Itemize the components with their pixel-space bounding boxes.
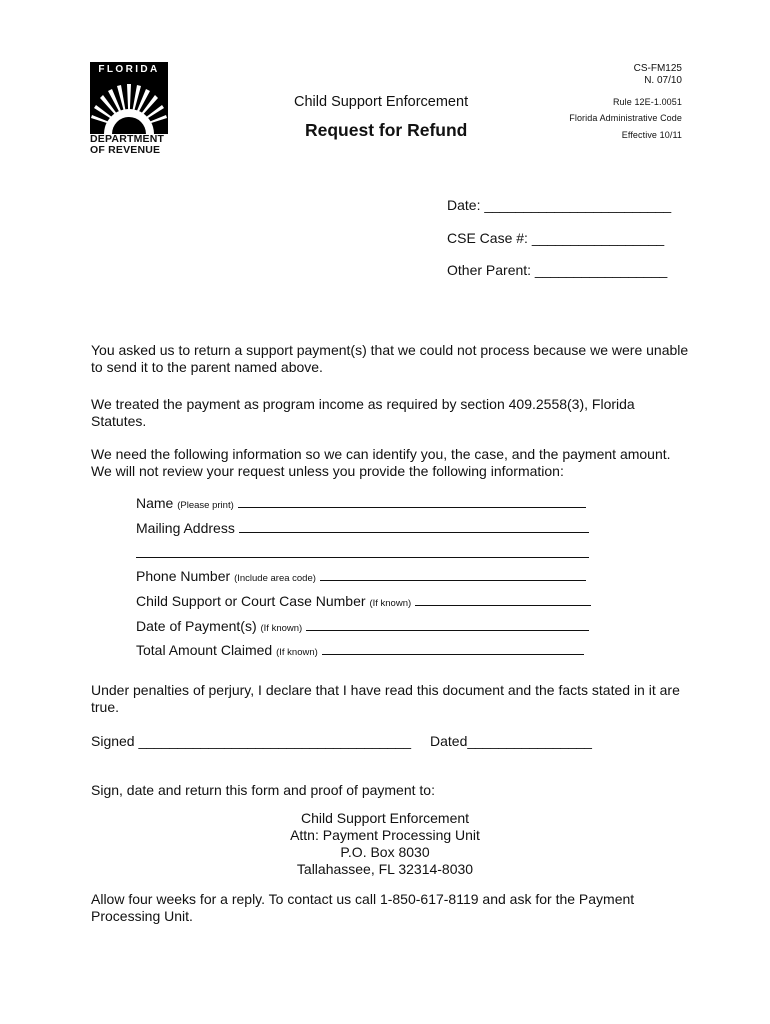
payment-date-field[interactable] <box>136 618 589 634</box>
phone-field[interactable] <box>136 568 586 584</box>
mailing-address-line[interactable] <box>239 520 589 533</box>
closing-paragraph: Allow four weeks for a reply. To contact us call 1-850-617-8119 and ask for the Payment Processing Unit. <box>91 891 635 924</box>
payment-date-line[interactable] <box>306 618 589 631</box>
mailing-address-label: Mailing Address <box>136 520 235 536</box>
payment-date-label: Date of Payment(s) <box>136 618 257 634</box>
signed-field[interactable]: Signed ___________________________________ <box>91 733 411 749</box>
amount-claimed-line[interactable] <box>322 642 584 655</box>
mailing-address-block <box>0 810 770 878</box>
page-title: Request for Refund <box>305 120 468 140</box>
case-number-note: (If known) <box>369 598 412 609</box>
case-number-label: Child Support or Court Case Number <box>136 593 366 609</box>
need-info-paragraph: We need the following information so we can identify you, the case, and the payment amount. We will not review your request unless you provide the following information: <box>91 446 671 479</box>
address-line-3: P.O. Box 8030 <box>340 844 430 860</box>
phone-label: Phone Number <box>136 568 231 584</box>
address-line-2: Attn: Payment Processing Unit <box>290 827 480 843</box>
intro-paragraph: You asked us to return a support payment(s) that we could not process because we were unable to send it to the parent named above. <box>91 342 689 375</box>
address-line-1: Child Support Enforcement <box>300 810 470 826</box>
name-line[interactable] <box>238 495 586 508</box>
form-revision: N. 07/10 <box>644 75 682 86</box>
effective-date: Effective 10/11 <box>621 130 682 140</box>
address-line-4: Tallahassee, FL 32314-8030 <box>296 861 474 877</box>
admin-code: Florida Administrative Code <box>569 113 682 123</box>
date-field[interactable]: Date: ________________________ <box>447 197 672 213</box>
return-instructions: Sign, date and return this form and proof of payment to: <box>91 782 435 798</box>
dated-field[interactable]: Dated________________ <box>430 733 592 749</box>
case-number-line[interactable] <box>415 593 591 606</box>
amount-claimed-field[interactable] <box>136 642 584 658</box>
amount-claimed-label: Total Amount Claimed <box>136 642 273 658</box>
mailing-address-line-2[interactable] <box>136 557 589 558</box>
name-field[interactable] <box>136 495 586 511</box>
perjury-declaration: Under penalties of perjury, I declare that I have read this document and the facts stated in it are true. <box>91 682 680 715</box>
form-id <box>634 63 682 87</box>
other-parent-field[interactable]: Other Parent: _________________ <box>447 262 668 278</box>
name-note: (Please print) <box>177 500 234 511</box>
amount-claimed-note: (If known) <box>276 647 318 658</box>
rule-number: Rule 12E-1.0051 <box>612 97 682 107</box>
payment-date-note: (If known) <box>260 623 303 634</box>
name-label: Name <box>136 495 174 511</box>
sunburst-icon <box>90 78 168 134</box>
case-number-field[interactable] <box>136 593 591 609</box>
logo-bottom-line2: OF REVENUE <box>90 144 161 156</box>
agency-name: Child Support Enforcement <box>294 94 469 110</box>
program-income-paragraph: We treated the payment as program income as required by section 409.2558(3), Florida Statutes. <box>91 396 635 429</box>
logo-bottom-line1: DEPARTMENT <box>90 133 165 145</box>
cse-case-field[interactable]: CSE Case #: _________________ <box>447 230 665 246</box>
logo-top-text: FLORIDA <box>90 62 168 78</box>
form-code: CS-FM125 <box>633 63 682 74</box>
phone-line[interactable] <box>320 568 586 581</box>
mailing-address-field[interactable] <box>136 520 589 536</box>
florida-dor-logo <box>90 62 168 166</box>
phone-note: (Include area code) <box>234 573 316 584</box>
